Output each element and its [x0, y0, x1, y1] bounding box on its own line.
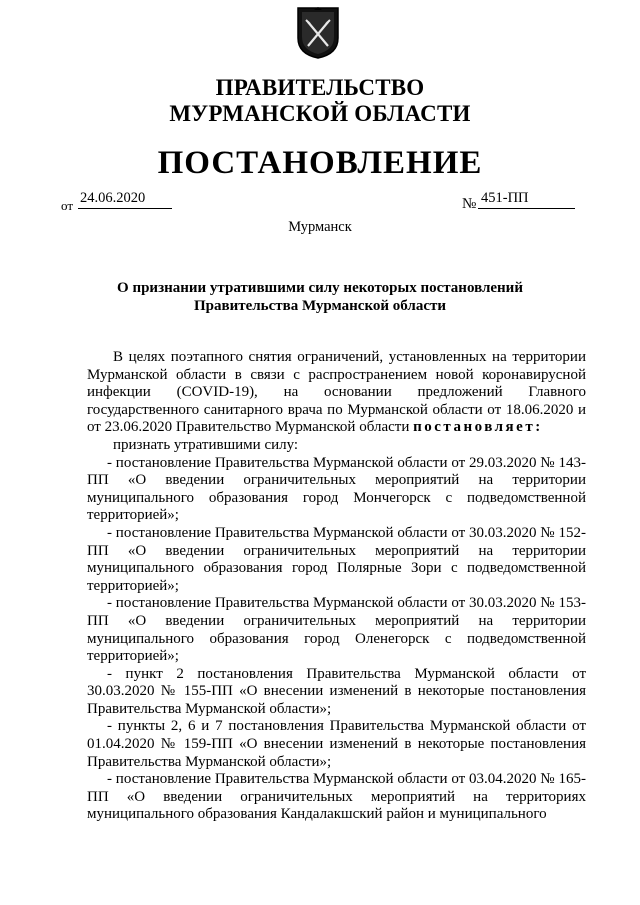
subject-line1: О признании утратившими силу некоторых постановлений	[117, 280, 523, 296]
date-underline	[78, 208, 172, 209]
issue-city: Мурманск	[288, 219, 352, 235]
government-name-line2: МУРМАНСКОЙ ОБЛАСТИ	[169, 101, 471, 126]
list-item: - постановление Правительства Мурманской области от 30.03.2020 № 153-ПП «О введении ограничительных мероприятий на территории муниципального образования город Оленегорск с подведомственной территорией»;	[87, 595, 586, 665]
list-item: - постановление Правительства Мурманской области от 03.04.2020 № 165-ПП «О введении ограничительных мероприятий на территориях муниципального образования Кандалакшский район и муниципального	[87, 771, 586, 823]
list-item: - пункт 2 постановления Правительства Мурманской области от 30.03.2020 № 155-ПП «О внесении изменений в некоторые постановления Правительства Мурманской области»;	[87, 665, 586, 717]
government-name-line1: ПРАВИТЕЛЬСТВО	[215, 75, 425, 100]
list-item: - пункты 2, 6 и 7 постановления Правительства Мурманской области от 01.04.2020 № 159-ПП «О внесении изменений в некоторые постановления Правительства Мурманской области»;	[87, 718, 586, 770]
list-item: - постановление Правительства Мурманской области от 30.03.2020 № 152-ПП «О введении ограничительных мероприятий на территории муниципального образования город Полярные Зори с подведомственной территорией»;	[87, 524, 586, 594]
preamble-paragraph	[87, 349, 586, 437]
document-date: 24.06.2020	[80, 190, 146, 206]
subject-line2: Правительства Мурманской области	[193, 298, 447, 314]
number-underline	[478, 208, 575, 209]
preamble-text: В целях поэтапного снятия ограничений, установленных на территории Мурманской области в связи с распространением новой коронавирусной инфекции (COVID-19), на основании предложений Главного государственного санитарного врача по Мурманской области от 18.06.2020 и от 23.06.2020 Правительство Мурманской области	[87, 349, 586, 436]
document-subject	[60, 279, 580, 315]
coat-of-arms-emblem	[296, 6, 340, 60]
decree-word: постановляет:	[413, 419, 543, 436]
list-item: - постановление Правительства Мурманской области от 29.03.2020 № 143-ПП «О введении ограничительных мероприятий на территории муниципального образования город Мончегорск с подведомственной территорией»;	[87, 454, 586, 524]
document-type-title: ПОСТАНОВЛЕНИЕ	[157, 145, 483, 181]
number-prefix: №	[462, 196, 477, 212]
date-prefix: от	[61, 198, 74, 213]
document-number: 451-ПП	[481, 190, 529, 206]
lead-paragraph: признать утратившими силу:	[113, 436, 299, 453]
document-body	[87, 349, 586, 824]
